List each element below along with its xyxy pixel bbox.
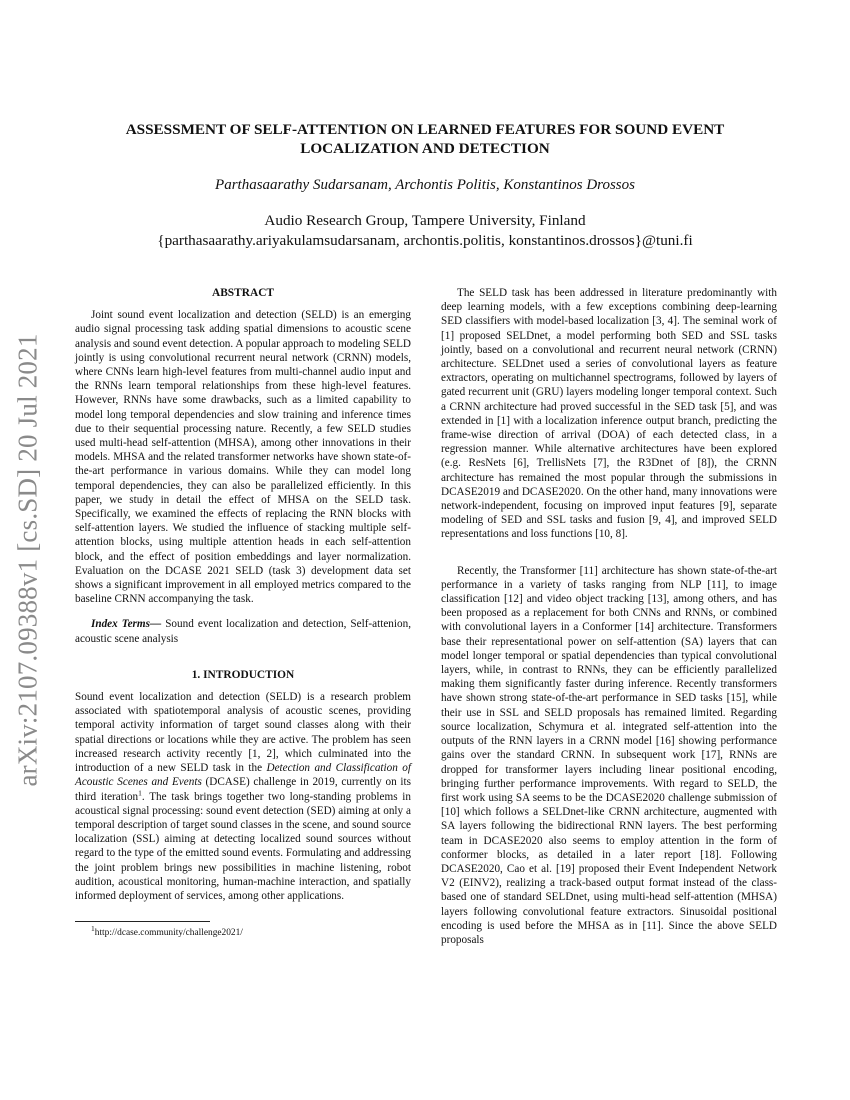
index-terms-label: Index Terms— xyxy=(91,618,162,631)
intro-paragraph-3: Recently, the Transformer [11] architecture has shown state-of-the-art performance in a variety of tasks ranging from NLP [11], to image classification [12] and video object tracking [13], among others, and has been proposed as a replacement for both CNNs and RNNs, or combined with convolutional layers in a Conformer [14] architecture. Transformers base their representational power on self-attention (SA) layers that can model longer temporal or spatial dependencies than typical convolutional layers, while, in contrast to RNNs, they can be efficiently parallelized making them significantly faster during inference. Recently transformers have shown strong state-of-the-art performance in SED tasks [15], while their use in SSL and SELD proposals has remained limited. Regarding source localization, Schymura et al. integrated self-attention into the outputs of the RNN layers in a CRNN model [16] showing performance gains over the standard CRNN. In subsequent work [17], RNNs are dropped for transformer layers including linear positional encoding, bringing further performance improvements. With regard to SELD, the first work using SA seems to be the DCASE2020 challenge submission of [10] which follows a SELDnet-like CRNN architecture, augmented with SA layers following the bidirectional RNN layers. The best performing team in DCASE2020 also seems to employ attention in the form of conformer blocks, as detailed in a later report [18]. Following DCASE2020, Cao et al. [19] proposed their Event Independent Network V2 (EINV2), realizing a track-based output format instead of the class-based one of standard SELDnet, using multi-head self-attention (MHSA) layers following convolutional feature extractors. Sinusoidal positional encoding is used before the MHSA as in [11]. Since the above SELD proposals xyxy=(441,564,777,946)
intro-p1-text-b: (DCASE) challenge in 2019, currently on its third iteration xyxy=(75,776,412,803)
footnote xyxy=(75,924,411,939)
index-terms xyxy=(75,617,411,645)
intro-p1-text-c: . The task brings together two long-standing problems in acoustical signal processing: sound event detection (SED) aiming at only a temporal description of target sound classes in the scene, and sound source localization (SSL) aiming at detecting localized sound sources without regard to the type of the emitted sound events. Formulating and addressing the joint problem brings new possibilities in machine listening, robot audition, acoustical monitoring, human-machine interaction, and spatially informed deployment of services, among other applications. xyxy=(75,790,411,902)
right-column xyxy=(441,286,777,947)
introduction-heading: 1. INTRODUCTION xyxy=(191,668,295,681)
intro-paragraph-2: The SELD task has been addressed in literature predominantly with deep learning models, with a few exceptions combining deep-learning SED classifiers with model-based localization [3, 4]. The seminal work of [1] proposed SELDnet, a model performing both SED and SSL tasks jointly, based on a convolutional and recurrent neural network (CRNN) architecture. SELDnet used a series of convolutional layers as feature extractors, operating on multichannel spectrograms, followed by layers of gated recurrent unit (GRU) layers modeling longer temporal context. Such a CRNN architecture had proved successful in the SED task [5], and was extended in [1] with a localization inference output branch, predicting the frame-wise direction of arrival (DOA) of each detected class, in a regression manner. While alternative architectures have been explored (e.g. ResNets [6], TrellisNets [7], the R3Dnet of [8]), the CRNN architecture has remained the most popular through the submissions in DCASE2019 and DCASE2020. On the other hand, many innovations were network-independent, focusing on improved input features [9], separate modeling of SED and SSL tasks and fusion [9, 4], and improved SELD representations and loss functions [10, 8]. xyxy=(441,287,777,541)
intro-p1-italic: Detection and Classification of Acoustic Scenes and Events xyxy=(75,762,411,789)
author-emails: {parthasaarathy.ariyakulamsudarsanam, archontis.politis, konstantinos.drossos}@tuni.fi xyxy=(157,232,693,249)
arxiv-identifier xyxy=(10,300,46,820)
paper-authors: Parthasaarathy Sudarsanam, Archontis Politis, Konstantinos Drossos xyxy=(215,177,635,193)
abstract-body: Joint sound event localization and detection (SELD) is an emerging audio signal processing task adding spatial dimensions to acoustic scene analysis and sound event detection. A popular approach to modeling SELD jointly is using convolutional recurrent neural network (CRNN) models, where CNNs learn high-level features from multi-channel audio input and the RNNs learn temporal relationships from these high-level features. However, RNNs have some drawbacks, such as a limited capability to model long temporal dependencies and slow training and inference times due to their sequential processing nature. Recently, a few SELD studies used multi-head self-attention (MHSA), among other innovations in their models. MHSA and the related transformer networks have shown state-of-the-art performance in various domains. While they can model long temporal dependencies, they can also be parallelized efficiently. In this paper, we study in detail the effect of MHSA on the SELD task. Specifically, we examined the effects of replacing the RNN blocks with self-attention layers. We studied the influence of stacking multiple self-attention blocks, using multiple attention heads in each self-attention block, and the effect of position embeddings and layer normalization. Evaluation on the DCASE 2021 SELD (task 3) development data set shows a significant improvement in all employed metrics compared to the baseline CRNN accompanying the task. xyxy=(75,309,411,606)
footnote-link[interactable]: http://dcase.community/challenge2021/ xyxy=(94,928,243,939)
intro-p1-text-a: Sound event localization and detection (SELD) is a research problem associated with spatiotemporal analysis of acoustic scenes, providing temporal activity information of target sound classes along with their spatial directions or locations while they are active. The problem has seen increased research activity recently [1, 2], which culminated into the introduction of a new SELD task in the xyxy=(75,691,411,775)
affiliation-block xyxy=(60,211,790,251)
footnote-marker: 1 xyxy=(138,787,142,797)
footnote-rule xyxy=(75,921,210,922)
affiliation: Audio Research Group, Tampere University, Finland xyxy=(264,212,586,229)
intro-paragraph-1 xyxy=(75,690,411,903)
index-terms-body: Sound event localization and detection, Self-attenion, acoustic scene analysis xyxy=(75,618,411,645)
left-column xyxy=(75,286,411,939)
arxiv-identifier-text: arXiv:2107.09388v1 [cs.SD] 20 Jul 2021 xyxy=(12,333,43,787)
footnote-number: 1 xyxy=(91,924,95,933)
paper-title: ASSESSMENT OF SELF-ATTENTION ON LEARNED FEATURES FOR SOUND EVENT LOCALIZATION AND DETECTION xyxy=(125,121,725,157)
abstract-heading: ABSTRACT xyxy=(211,287,275,299)
